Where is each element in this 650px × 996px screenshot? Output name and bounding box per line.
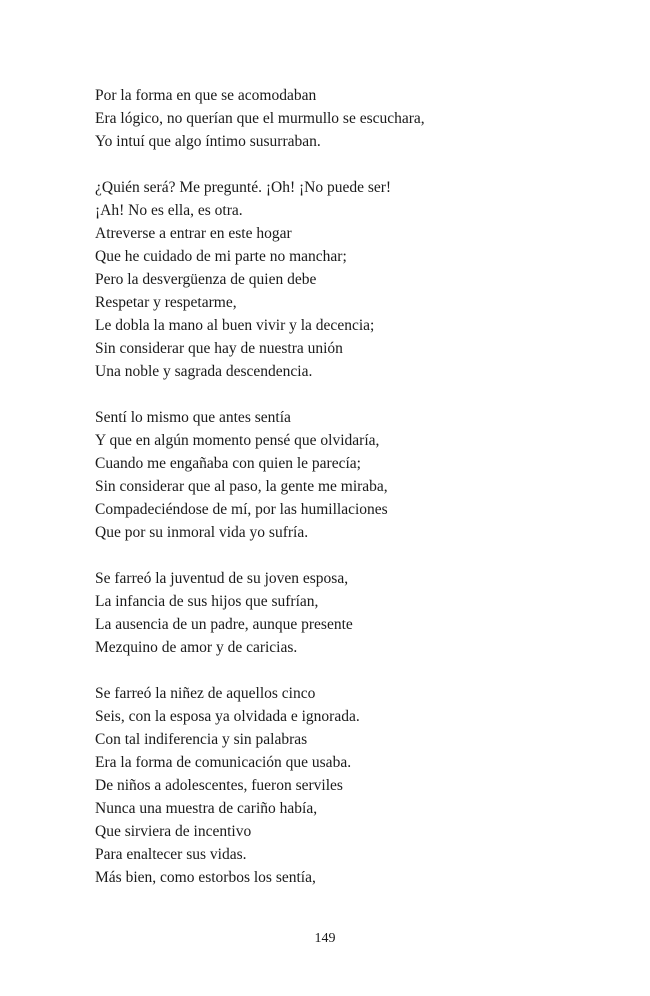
page-number: 149 [314,931,336,946]
poem-line: Compadeciéndose de mí, por las humillaciones [95,501,388,518]
poem-line: Sin considerar que al paso, la gente me miraba, [95,478,388,495]
poem-line: La ausencia de un padre, aunque presente [95,616,353,633]
poem-line: Cuando me engañaba con quien le parecía; [95,455,361,472]
poem-line: Se farreó la juventud de su joven esposa, [95,570,349,587]
poem-line: Seis, con la esposa ya olvidada e ignorada. [95,708,360,725]
poem-line: La infancia de sus hijos que sufrían, [95,593,319,610]
poem-line: Que he cuidado de mi parte no manchar; [95,248,347,265]
poem-line: Era la forma de comunicación que usaba. [95,754,352,771]
poem-line: Sentí lo mismo que antes sentía [95,409,291,426]
stanza [95,682,565,889]
poem-line: Por la forma en que se acomodaban [95,87,317,104]
poem-line: Más bien, como estorbos los sentía, [95,869,316,886]
poem-line: Que por su inmoral vida yo sufría. [95,524,309,541]
poem-line: Mezquino de amor y de caricias. [95,639,298,656]
poem-line: Era lógico, no querían que el murmullo se escuchara, [95,110,425,127]
stanza [95,176,565,383]
poem-line: Que sirviera de incentivo [95,823,252,840]
stanza [95,567,565,659]
poem-line: ¡Ah! No es ella, es otra. [95,202,243,219]
poem-line: Pero la desvergüenza de quien debe [95,271,317,288]
stanza [95,406,565,544]
poem-line: Con tal indiferencia y sin palabras [95,731,308,748]
poem-line: ¿Quién será? Me pregunté. ¡Oh! ¡No puede ser! [95,179,392,196]
poem-line: Nunca una muestra de cariño había, [95,800,318,817]
poem-line: Atreverse a entrar en este hogar [95,225,292,242]
poem-body [95,84,565,912]
poem-line: Se farreó la niñez de aquellos cinco [95,685,316,702]
stanza [95,84,565,153]
poem-line: Yo intuí que algo íntimo susurraban. [95,133,321,150]
poem-line: Le dobla la mano al buen vivir y la decencia; [95,317,375,334]
poem-line: Sin considerar que hay de nuestra unión [95,340,343,357]
poem-line: Respetar y respetarme, [95,294,237,311]
poem-line: De niños a adolescentes, fueron serviles [95,777,343,794]
poem-line: Una noble y sagrada descendencia. [95,363,313,380]
poem-line: Para enaltecer sus vidas. [95,846,247,863]
poem-line: Y que en algún momento pensé que olvidaría, [95,432,380,449]
